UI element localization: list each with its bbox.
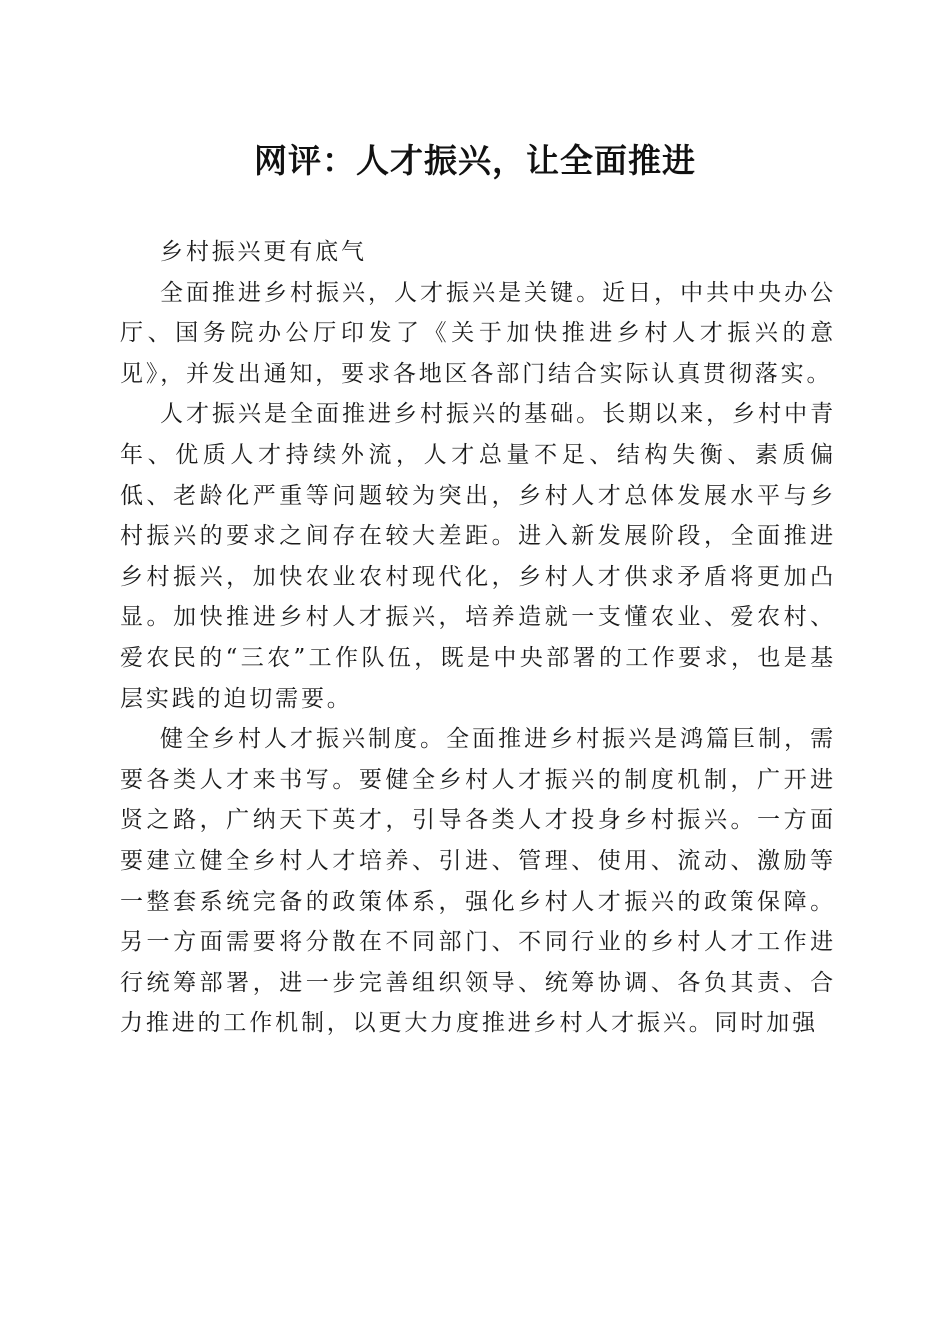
paragraph-system: 健全乡村人才振兴制度。全面推进乡村振兴是鸿篇巨制，需要各类人才来书写。要健全乡村人才振兴的制度机制，广开进贤之路，广纳天下英才，引导各类人才投身乡村振兴。一方面要建立健全乡村人才培养、引进、管理、使用、流动、激励等一整套系统完备的政策体系，强化乡村人才振兴的政策保障。另一方面需要将分散在不同部门、不同行业的乡村人才工作进行统筹部署，进一步完善组织领导、统筹协调、各负其责、合力推进的工作机制，以更大力度推进乡村人才振兴。同时加强 bbox=[120, 726, 836, 1037]
document-body bbox=[120, 232, 836, 1044]
paragraph-intro: 全面推进乡村振兴，人才振兴是关键。近日，中共中央办公厅、国务院办公厅印发了《关于加快推进乡村人才振兴的意见》，并发出通知，要求各地区各部门结合实际认真贯彻落实。 bbox=[120, 279, 836, 387]
paragraph-subtitle-continuation: 乡村振兴更有底气 bbox=[160, 239, 367, 265]
paragraph-foundation: 人才振兴是全面推进乡村振兴的基础。长期以来，乡村中青年、优质人才持续外流，人才总量不足、结构失衡、素质偏低、老龄化严重等问题较为突出，乡村人才总体发展水平与乡村振兴的要求之间存在较大差距。进入新发展阶段，全面推进乡村振兴，加快农业农村现代化，乡村人才供求矛盾将更加凸显。加快推进乡村人才振兴，培养造就一支懂农业、爱农村、爱农民的“三农”工作队伍，既是中央部署的工作要求，也是基层实践的迫切需要。 bbox=[120, 401, 836, 712]
document-title: 网评：人才振兴，让全面推进 bbox=[254, 141, 696, 180]
